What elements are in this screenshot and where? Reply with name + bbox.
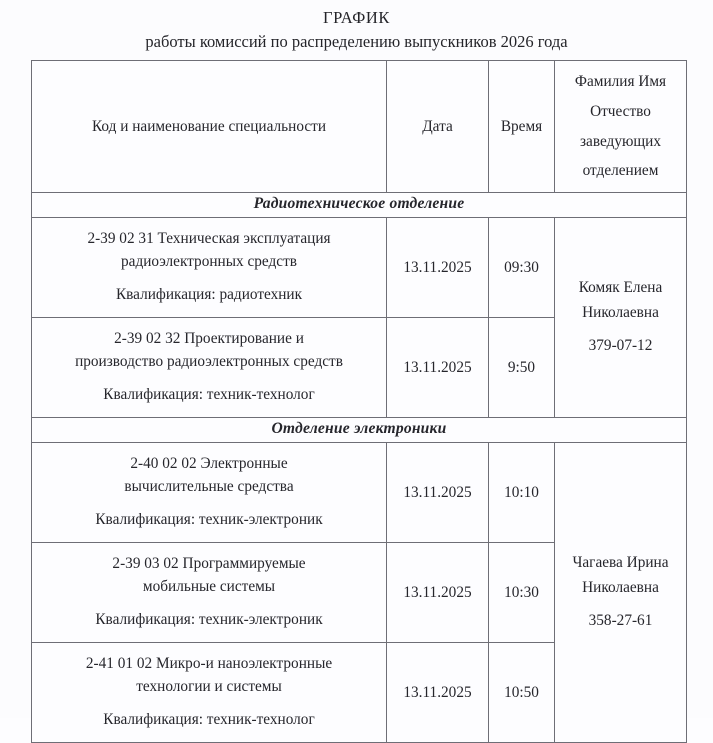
specialty-line-1: 2-40 02 02 Электронные xyxy=(130,454,288,472)
specialty-line-1: 2-39 02 32 Проектирование и xyxy=(114,329,304,347)
department-head-cell xyxy=(555,218,687,418)
time-cell: 10:50 xyxy=(489,643,555,743)
qualification-line: Квалификация: радиотехник xyxy=(115,286,303,304)
qualification-line: Квалификация: техник-технолог xyxy=(103,711,315,729)
table-header-row xyxy=(32,61,687,193)
time-cell: 09:30 xyxy=(489,218,555,318)
specialty-cell xyxy=(32,643,387,743)
time-cell: 10:30 xyxy=(489,543,555,643)
section-title-radiotechnical: Радиотехническое отделение xyxy=(32,193,687,218)
department-head-name-line-1: Чагаева Ирина xyxy=(572,553,669,571)
column-header-head-line-2: Отчество xyxy=(590,102,651,120)
page-subtitle: работы комиссий по распределению выпускников 2026 года xyxy=(145,31,568,51)
specialty-line-1: 2-39 02 31 Техническая эксплуатация xyxy=(87,229,331,247)
specialty-line-1: 2-41 01 02 Микро-и наноэлектронные xyxy=(85,654,333,672)
department-head-phone: 379-07-12 xyxy=(588,337,653,355)
date-cell: 13.11.2025 xyxy=(387,443,489,543)
specialty-line-2: технологии и системы xyxy=(136,677,282,695)
date-cell: 13.11.2025 xyxy=(387,318,489,418)
column-header-department-head xyxy=(555,61,687,193)
section-header-row xyxy=(32,418,687,443)
title-block xyxy=(0,0,713,53)
specialty-line-2: радиоэлектронных средств xyxy=(121,252,297,270)
department-head-name-line-1: Комяк Елена xyxy=(578,278,663,296)
column-header-head-line-4: отделением xyxy=(582,162,659,180)
column-header-date: Дата xyxy=(387,61,489,193)
department-head-phone: 358-27-61 xyxy=(588,612,653,630)
schedule-table xyxy=(31,60,687,743)
date-cell: 13.11.2025 xyxy=(387,543,489,643)
specialty-cell xyxy=(32,218,387,318)
column-header-specialty: Код и наименование специальности xyxy=(32,61,387,193)
specialty-cell xyxy=(32,543,387,643)
page-title: ГРАФИК xyxy=(322,8,391,27)
table-row xyxy=(32,443,687,543)
date-cell: 13.11.2025 xyxy=(387,218,489,318)
date-cell: 13.11.2025 xyxy=(387,643,489,743)
specialty-line-2: мобильные системы xyxy=(142,577,276,595)
qualification-line: Квалификация: техник-электроник xyxy=(95,511,323,529)
schedule-table-wrapper xyxy=(31,60,686,743)
time-cell: 9:50 xyxy=(489,318,555,418)
department-head-name-line-2: Николаевна xyxy=(582,578,659,596)
specialty-cell xyxy=(32,443,387,543)
table-row xyxy=(32,218,687,318)
section-title-electronics: Отделение электроники xyxy=(32,418,687,443)
time-cell: 10:10 xyxy=(489,443,555,543)
specialty-cell xyxy=(32,318,387,418)
qualification-line: Квалификация: техник-электроник xyxy=(95,611,323,629)
specialty-line-2: вычислительные средства xyxy=(124,477,294,495)
section-header-row xyxy=(32,193,687,218)
department-head-name-line-2: Николаевна xyxy=(582,303,659,321)
specialty-line-1: 2-39 03 02 Программируемые xyxy=(112,554,306,572)
column-header-time: Время xyxy=(489,61,555,193)
table-body xyxy=(32,193,687,743)
qualification-line: Квалификация: техник-технолог xyxy=(103,386,315,404)
column-header-head-line-1: Фамилия Имя xyxy=(574,72,667,90)
table-header xyxy=(32,61,687,193)
department-head-cell xyxy=(555,443,687,743)
column-header-head-line-3: заведующих xyxy=(579,132,662,150)
specialty-line-2: производство радиоэлектронных средств xyxy=(75,352,343,370)
